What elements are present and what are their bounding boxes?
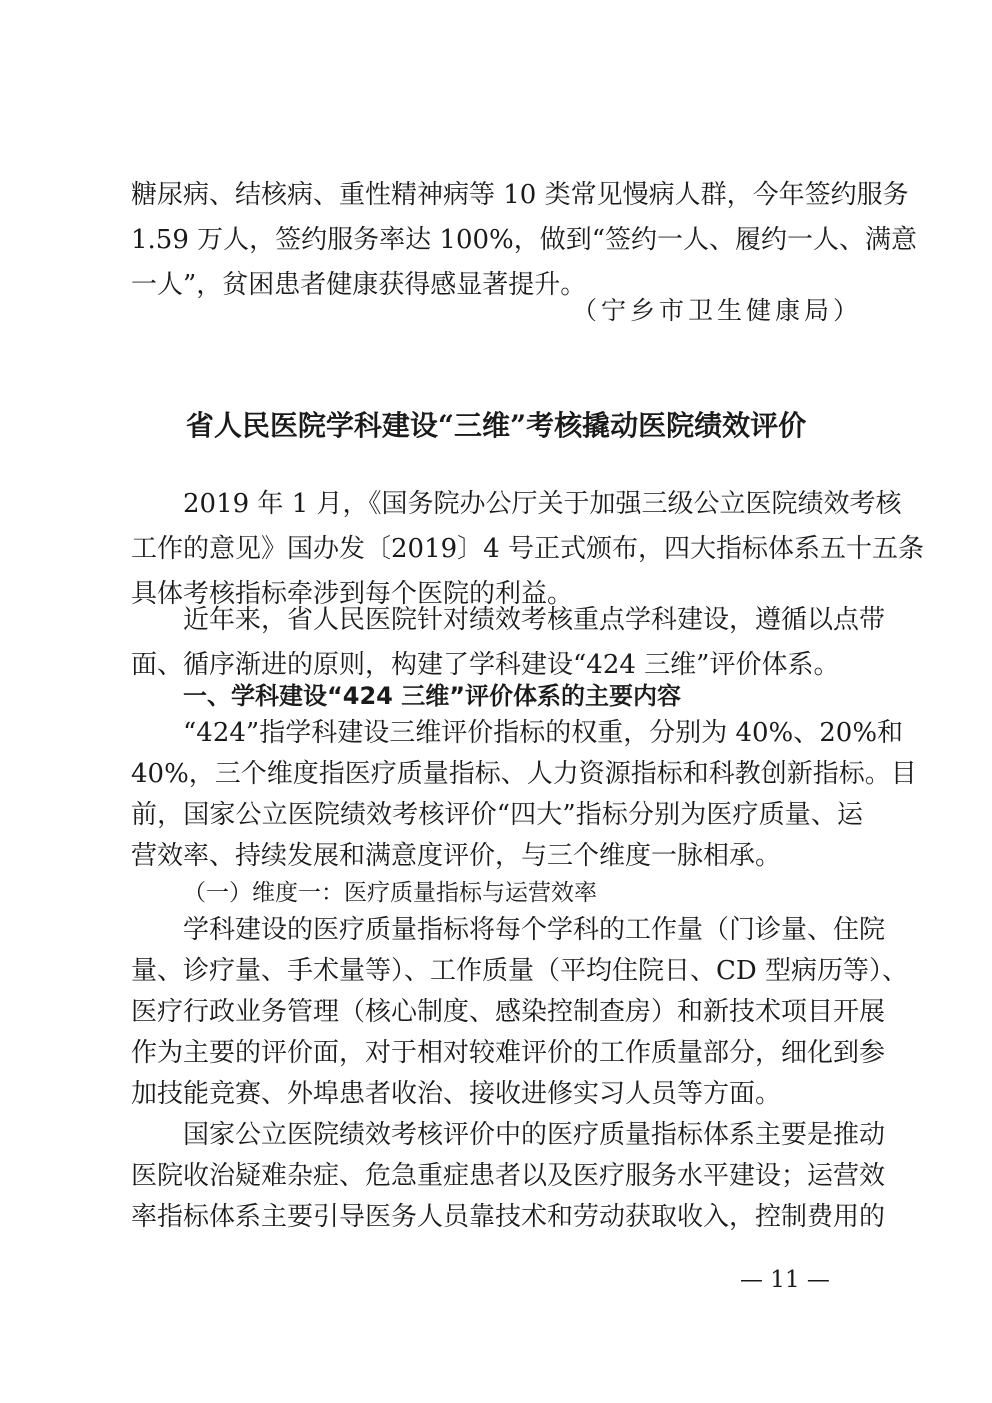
body-line: 糖尿病、结核病、重性精神病等 10 类常见慢病人群，今年签约服务 <box>131 180 909 210</box>
body-line: 工作的意见》国办发〔2019〕4 号正式颁布，四大指标体系五十五条 <box>131 534 924 564</box>
body-line: 作为主要的评价面，对于相对较难评价的工作质量部分，细化到参 <box>131 1038 886 1068</box>
body-line: 医院收治疑难杂症、危急重症患者以及医疗服务水平建设；运营效 <box>131 1161 886 1191</box>
body-line: 加技能竞赛、外埠患者收治、接收进修实习人员等方面。 <box>131 1079 782 1109</box>
subsection-heading: （一）维度一：医疗质量指标与运营效率 <box>183 880 597 906</box>
body-line: 2019 年 1 月，《国务院办公厅关于加强三级公立医院绩效考核 <box>183 489 902 519</box>
source-attribution: （宁乡市卫生健康局） <box>571 296 862 325</box>
body-line: 营效率、持续发展和满意度评价，与三个维度一脉相承。 <box>131 841 782 871</box>
body-line: “424”指学科建设三维评价指标的权重，分别为 40%、20%和 <box>183 718 904 748</box>
body-line: 具体考核指标牵涉到每个医院的利益。 <box>131 579 574 609</box>
section-heading: 一、学科建设“424 三维”评价体系的主要内容 <box>183 682 681 710</box>
body-line: 医疗行政业务管理（核心制度、感染控制查房）和新技术项目开展 <box>131 997 886 1027</box>
body-line: 1.59 万人，签约服务率达 100%，做到“签约一人、履约一人、满意 <box>131 225 918 255</box>
body-line: 国家公立医院绩效考核评价中的医疗质量指标体系主要是推动 <box>183 1120 886 1150</box>
body-line: 量、诊疗量、手术量等）、工作质量（平均住院日、CD 型病历等）、 <box>131 956 909 986</box>
article-title: 省人民医院学科建设“三维”考核撬动医院绩效评价 <box>185 409 807 442</box>
body-line: 40%，三个维度指医疗质量指标、人力资源指标和科教创新指标。目 <box>131 759 917 789</box>
page-number: — 11 — <box>740 1267 830 1293</box>
body-line: 近年来，省人民医院针对绩效考核重点学科建设，遵循以点带 <box>183 605 886 635</box>
body-line: 率指标体系主要引导医务人员靠技术和劳动获取收入，控制费用的 <box>131 1202 886 1232</box>
body-line: 学科建设的医疗质量指标将每个学科的工作量（门诊量、住院 <box>183 915 886 945</box>
body-line: 前，国家公立医院绩效考核评价“四大”指标分别为医疗质量、运 <box>131 800 863 830</box>
body-line: 面、循序渐进的原则，构建了学科建设“424 三维”评价体系。 <box>131 650 840 680</box>
body-line: 一人”，贫困患者健康获得感显著提升。 <box>131 270 587 300</box>
